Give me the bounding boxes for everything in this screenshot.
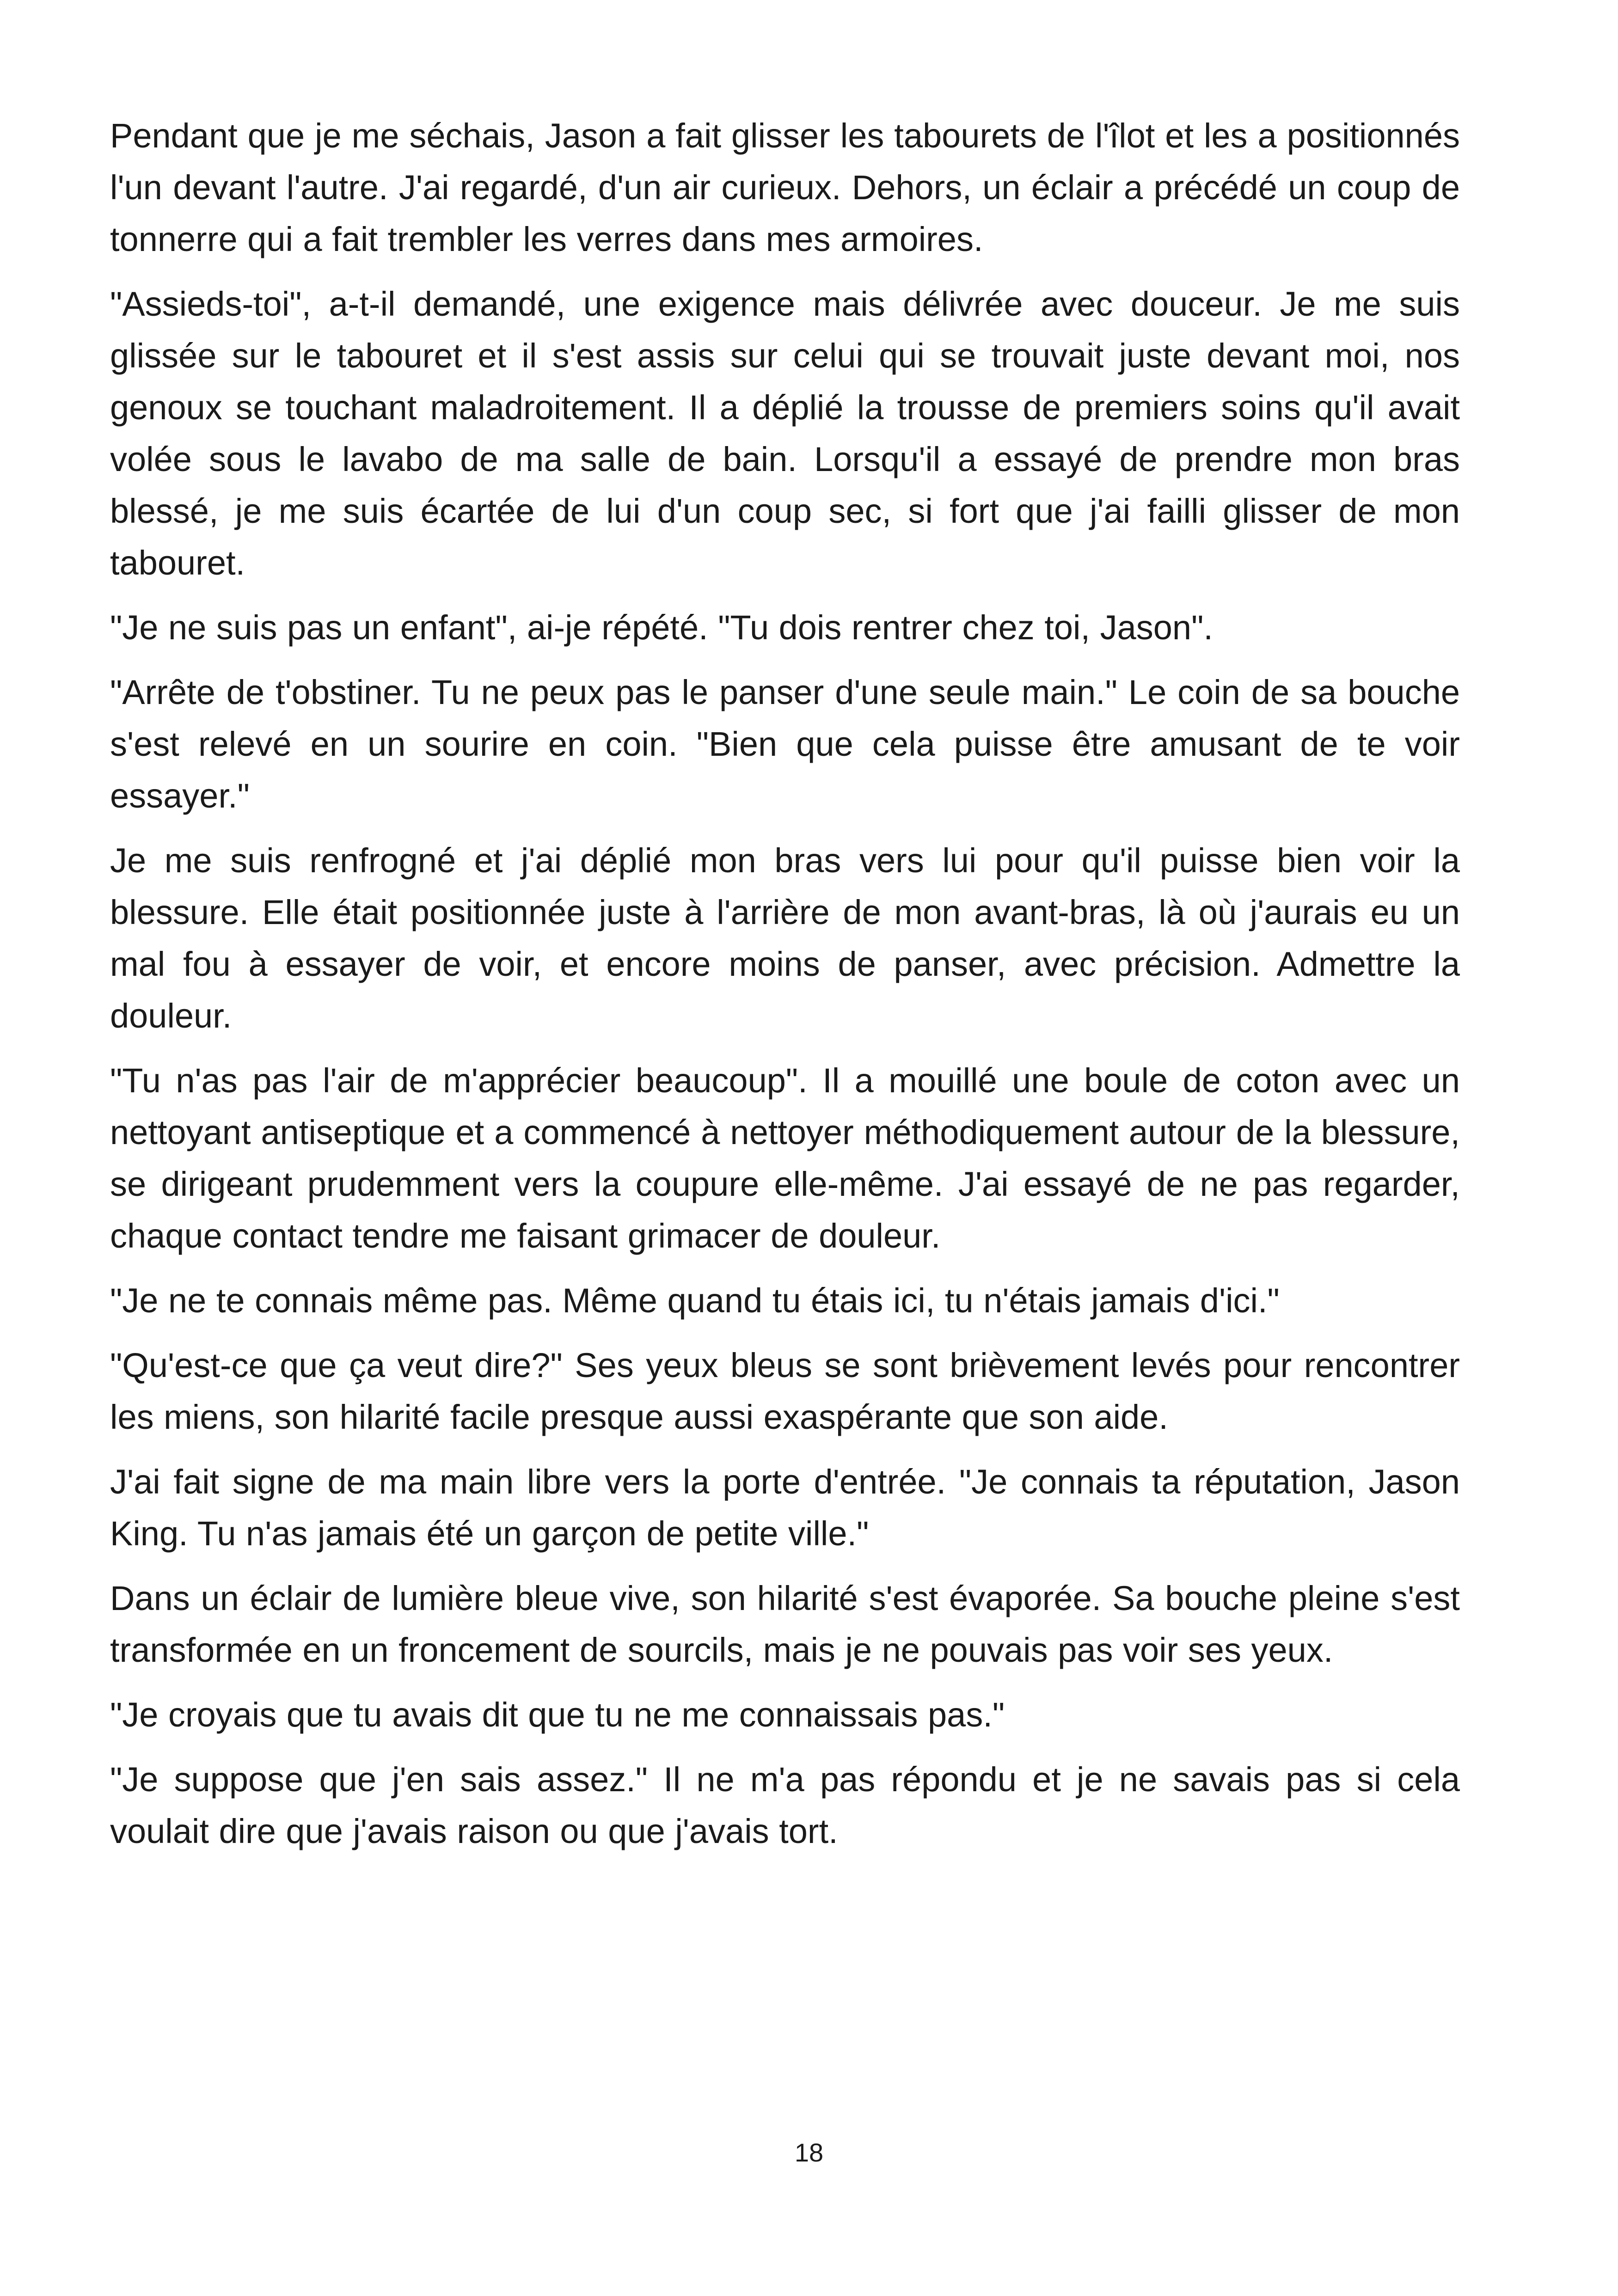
paragraph: Pendant que je me séchais, Jason a fait glisser les tabourets de l'îlot et les a positionnés l'un devant l'autre. J'ai regardé, d'un air curieux. Dehors, un éclair a précédé un coup de tonnerre qui a fait trembler les verres dans mes armoires.: [110, 116, 1460, 258]
paragraph: "Je suppose que j'en sais assez." Il ne m'a pas répondu et je ne savais pas si cela voulait dire que j'avais raison ou que j'avais tort.: [110, 1760, 1460, 1850]
paragraph: Je me suis renfrogné et j'ai déplié mon bras vers lui pour qu'il puisse bien voir la blessure. Elle était positionnée juste à l'arrière de mon avant-bras, là où j'aurais eu un mal fou à essayer de voir, et encore moins de panser, avec précision. Admettre la douleur.: [110, 841, 1460, 1035]
paragraph: "Arrête de t'obstiner. Tu ne peux pas le panser d'une seule main." Le coin de sa bouche s'est relevé en un sourire en coin. "Bien que cela puisse être amusant de te voir essayer.": [110, 673, 1460, 815]
paragraph: "Assieds-toi", a-t-il demandé, une exigence mais délivrée avec douceur. Je me suis glissée sur le tabouret et il s'est assis sur celui qui se trouvait juste devant moi, nos genoux se touchant maladroitement. Il a déplié la trousse de premiers soins qu'il avait volée sous le lavabo de ma salle de bain. Lorsqu'il a essayé de prendre mon bras blessé, je me suis écartée de lui d'un coup sec, si fort que j'ai failli glisser de mon tabouret.: [110, 285, 1460, 582]
paragraph: "Je ne te connais même pas. Même quand tu étais ici, tu n'étais jamais d'ici.": [110, 1281, 1280, 1320]
page-number: 18: [794, 2138, 824, 2167]
body-text: [110, 110, 1460, 1870]
paragraph: Dans un éclair de lumière bleue vive, son hilarité s'est évaporée. Sa bouche pleine s'est transformée en un froncement de sourcils, mais je ne pouvais pas voir ses yeux.: [110, 1579, 1460, 1669]
paragraph: J'ai fait signe de ma main libre vers la porte d'entrée. "Je connais ta réputation, Jason King. Tu n'as jamais été un garçon de petite ville.": [110, 1463, 1460, 1553]
paragraph: "Je croyais que tu avais dit que tu ne me connaissais pas.": [110, 1696, 1005, 1734]
paragraph: "Je ne suis pas un enfant", ai-je répété. "Tu dois rentrer chez toi, Jason".: [110, 608, 1213, 647]
paragraph: "Tu n'as pas l'air de m'apprécier beaucoup". Il a mouillé une boule de coton avec un nettoyant antiseptique et a commencé à nettoyer méthodiquement autour de la blessure, se dirigeant prudemment vers la coupure elle-même. J'ai essayé de ne pas regarder, chaque contact tendre me faisant grimacer de douleur.: [110, 1061, 1460, 1255]
paragraph: "Qu'est-ce que ça veut dire?" Ses yeux bleus se sont brièvement levés pour rencontrer les miens, son hilarité facile presque aussi exaspérante que son aide.: [110, 1346, 1460, 1436]
